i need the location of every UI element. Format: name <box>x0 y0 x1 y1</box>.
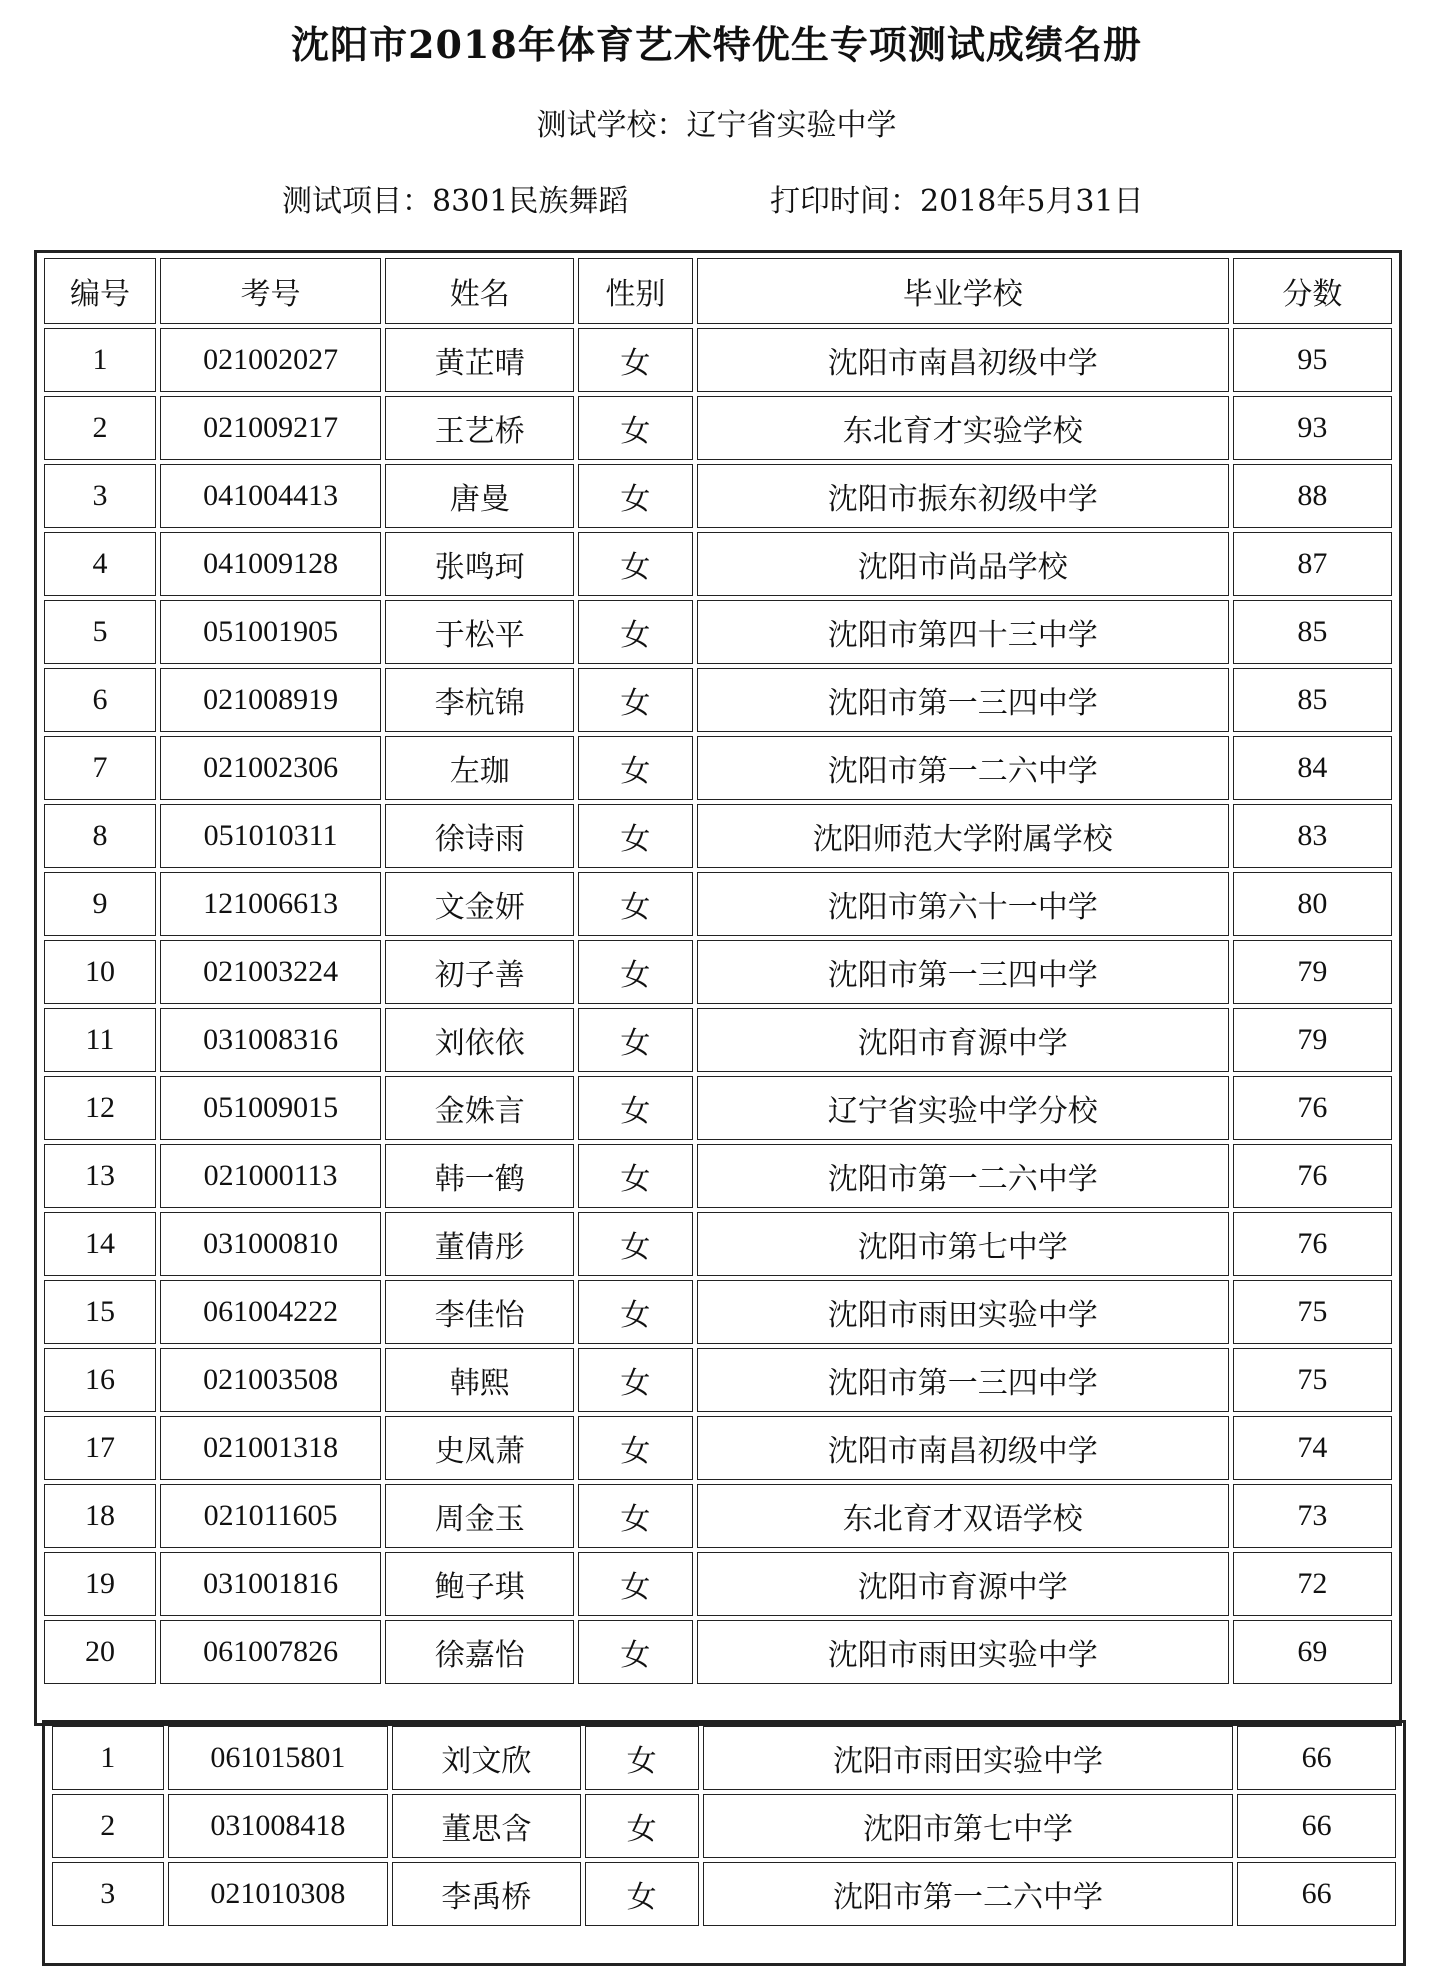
cell-col-exam-id: 031008316 <box>160 1008 381 1072</box>
table-row <box>44 736 1392 800</box>
cell-col-number: 6 <box>44 668 156 732</box>
cell-col-gender: 女 <box>578 600 692 664</box>
cell-col-school: 沈阳市第一三四中学 <box>697 668 1229 732</box>
cell-col-school: 东北育才双语学校 <box>697 1484 1229 1548</box>
cell-col-number: 14 <box>44 1212 156 1276</box>
cell-col-exam-id: 021003224 <box>160 940 381 1004</box>
cell-col-score: 73 <box>1233 1484 1392 1548</box>
cell-col-name: 刘文欣 <box>392 1726 580 1790</box>
cell-col-gender: 女 <box>578 1144 692 1208</box>
cell-col-number: 13 <box>44 1144 156 1208</box>
cell-col-score: 76 <box>1233 1212 1392 1276</box>
cell-col-name: 黄芷晴 <box>385 328 574 392</box>
cell-col-name: 唐曼 <box>385 464 574 528</box>
table-row <box>44 600 1392 664</box>
table-row <box>52 1862 1396 1926</box>
cell-col-gender: 女 <box>585 1794 699 1858</box>
cell-col-name: 董思含 <box>392 1794 580 1858</box>
cell-col-score: 84 <box>1233 736 1392 800</box>
table-row <box>52 1726 1396 1790</box>
cell-col-name: 左珈 <box>385 736 574 800</box>
cell-col-name: 初子善 <box>385 940 574 1004</box>
cell-col-gender: 女 <box>578 872 692 936</box>
table-row <box>44 396 1392 460</box>
cell-col-exam-id: 121006613 <box>160 872 381 936</box>
cell-col-name: 徐诗雨 <box>385 804 574 868</box>
header-col-score: 分数 <box>1233 258 1392 324</box>
cell-col-exam-id: 061007826 <box>160 1620 381 1684</box>
cell-col-number: 8 <box>44 804 156 868</box>
cell-col-score: 75 <box>1233 1280 1392 1344</box>
cell-col-exam-id: 051001905 <box>160 600 381 664</box>
cell-col-school: 沈阳市第四十三中学 <box>697 600 1229 664</box>
cell-col-number: 15 <box>44 1280 156 1344</box>
cell-col-school: 沈阳市第一三四中学 <box>697 940 1229 1004</box>
table-row <box>44 328 1392 392</box>
cell-col-score: 76 <box>1233 1076 1392 1140</box>
cell-col-exam-id: 021000113 <box>160 1144 381 1208</box>
header-col-name: 姓名 <box>385 258 574 324</box>
table-row <box>44 668 1392 732</box>
cell-col-score: 85 <box>1233 600 1392 664</box>
cell-col-number: 9 <box>44 872 156 936</box>
cell-col-gender: 女 <box>578 328 692 392</box>
cell-col-gender: 女 <box>578 396 692 460</box>
table-row <box>44 1416 1392 1480</box>
cell-col-name: 王艺桥 <box>385 396 574 460</box>
cell-col-score: 79 <box>1233 940 1392 1004</box>
cell-col-gender: 女 <box>578 1280 692 1344</box>
cell-col-name: 韩熙 <box>385 1348 574 1412</box>
cell-col-name: 周金玉 <box>385 1484 574 1548</box>
cell-col-gender: 女 <box>578 1416 692 1480</box>
cell-col-number: 1 <box>52 1726 164 1790</box>
cell-col-exam-id: 021009217 <box>160 396 381 460</box>
cell-col-name: 文金妍 <box>385 872 574 936</box>
cell-col-number: 16 <box>44 1348 156 1412</box>
table-row <box>44 804 1392 868</box>
cell-col-name: 金姝言 <box>385 1076 574 1140</box>
cell-col-gender: 女 <box>578 1552 692 1616</box>
cell-col-gender: 女 <box>578 1212 692 1276</box>
table-row <box>44 464 1392 528</box>
cell-col-score: 69 <box>1233 1620 1392 1684</box>
cell-col-score: 66 <box>1237 1794 1396 1858</box>
cell-col-score: 79 <box>1233 1008 1392 1072</box>
cell-col-name: 鲍子琪 <box>385 1552 574 1616</box>
cell-col-gender: 女 <box>578 736 692 800</box>
cell-col-school: 沈阳市第六十一中学 <box>697 872 1229 936</box>
cell-col-name: 李佳怡 <box>385 1280 574 1344</box>
cell-col-number: 10 <box>44 940 156 1004</box>
table-row <box>44 1348 1392 1412</box>
cell-col-score: 75 <box>1233 1348 1392 1412</box>
score-table <box>40 254 1396 1688</box>
cell-col-exam-id: 061015801 <box>168 1726 389 1790</box>
cell-col-school: 辽宁省实验中学分校 <box>697 1076 1229 1140</box>
cell-col-number: 5 <box>44 600 156 664</box>
cell-col-exam-id: 021002306 <box>160 736 381 800</box>
cell-col-school: 沈阳市第七中学 <box>703 1794 1234 1858</box>
cell-col-school: 沈阳市雨田实验中学 <box>697 1280 1229 1344</box>
cell-col-gender: 女 <box>578 1484 692 1548</box>
cell-col-number: 2 <box>44 396 156 460</box>
cell-col-exam-id: 021011605 <box>160 1484 381 1548</box>
page-title: 沈阳市2018年体育艺术特优生专项测试成绩名册 <box>291 22 1142 67</box>
cell-col-name: 李禹桥 <box>392 1862 580 1926</box>
cell-col-school: 沈阳市第一二六中学 <box>697 736 1229 800</box>
table-header-row <box>44 258 1392 324</box>
cell-col-score: 87 <box>1233 532 1392 596</box>
cell-col-school: 沈阳市南昌初级中学 <box>697 1416 1229 1480</box>
cell-col-score: 80 <box>1233 872 1392 936</box>
cell-col-score: 74 <box>1233 1416 1392 1480</box>
table-row <box>44 1144 1392 1208</box>
cell-col-school: 沈阳市振东初级中学 <box>697 464 1229 528</box>
test-item: 测试项目：8301民族舞蹈 <box>282 184 629 219</box>
cell-col-number: 3 <box>44 464 156 528</box>
cell-col-name: 于松平 <box>385 600 574 664</box>
cell-col-number: 1 <box>44 328 156 392</box>
table-row <box>52 1794 1396 1858</box>
table-row <box>44 1620 1392 1684</box>
cell-col-gender: 女 <box>578 804 692 868</box>
cell-col-school: 东北育才实验学校 <box>697 396 1229 460</box>
header-col-gender: 性别 <box>578 258 692 324</box>
cell-col-number: 4 <box>44 532 156 596</box>
cell-col-exam-id: 031001816 <box>160 1552 381 1616</box>
cell-col-score: 76 <box>1233 1144 1392 1208</box>
cell-col-gender: 女 <box>578 1076 692 1140</box>
cell-col-number: 11 <box>44 1008 156 1072</box>
table-row <box>44 1280 1392 1344</box>
cell-col-score: 66 <box>1237 1726 1396 1790</box>
table-row <box>44 532 1392 596</box>
print-time: 打印时间：2018年5月31日 <box>770 184 1144 219</box>
cell-col-school: 沈阳市第一二六中学 <box>697 1144 1229 1208</box>
cell-col-number: 19 <box>44 1552 156 1616</box>
cell-col-number: 20 <box>44 1620 156 1684</box>
cell-col-exam-id: 051009015 <box>160 1076 381 1140</box>
cell-col-gender: 女 <box>585 1726 699 1790</box>
cell-col-exam-id: 031000810 <box>160 1212 381 1276</box>
cell-col-gender: 女 <box>578 1348 692 1412</box>
cell-col-exam-id: 021003508 <box>160 1348 381 1412</box>
cell-col-school: 沈阳师范大学附属学校 <box>697 804 1229 868</box>
table-row <box>44 872 1392 936</box>
cell-col-name: 刘依依 <box>385 1008 574 1072</box>
cell-col-exam-id: 021001318 <box>160 1416 381 1480</box>
header-col-exam-id: 考号 <box>160 258 381 324</box>
cell-col-school: 沈阳市第一三四中学 <box>697 1348 1229 1412</box>
cell-col-exam-id: 051010311 <box>160 804 381 868</box>
cell-col-name: 董倩彤 <box>385 1212 574 1276</box>
cell-col-gender: 女 <box>578 1008 692 1072</box>
score-table-continued <box>48 1722 1400 1930</box>
cell-col-exam-id: 031008418 <box>168 1794 389 1858</box>
cell-col-name: 徐嘉怡 <box>385 1620 574 1684</box>
cell-col-score: 88 <box>1233 464 1392 528</box>
cell-col-exam-id: 021002027 <box>160 328 381 392</box>
cell-col-score: 93 <box>1233 396 1392 460</box>
cell-col-number: 18 <box>44 1484 156 1548</box>
cell-col-school: 沈阳市雨田实验中学 <box>703 1726 1234 1790</box>
cell-col-school: 沈阳市第七中学 <box>697 1212 1229 1276</box>
cell-col-score: 72 <box>1233 1552 1392 1616</box>
table-row <box>44 1552 1392 1616</box>
cell-col-school: 沈阳市育源中学 <box>697 1008 1229 1072</box>
table-row <box>44 1212 1392 1276</box>
cell-col-school: 沈阳市育源中学 <box>697 1552 1229 1616</box>
cell-col-name: 韩一鹤 <box>385 1144 574 1208</box>
cell-col-school: 沈阳市尚品学校 <box>697 532 1229 596</box>
cell-col-number: 3 <box>52 1862 164 1926</box>
cell-col-school: 沈阳市雨田实验中学 <box>697 1620 1229 1684</box>
cell-col-number: 2 <box>52 1794 164 1858</box>
cell-col-exam-id: 021010308 <box>168 1862 389 1926</box>
cell-col-school: 沈阳市南昌初级中学 <box>697 328 1229 392</box>
cell-col-number: 12 <box>44 1076 156 1140</box>
cell-col-gender: 女 <box>578 940 692 1004</box>
cell-col-name: 李杭锦 <box>385 668 574 732</box>
cell-col-gender: 女 <box>578 1620 692 1684</box>
cell-col-score: 66 <box>1237 1862 1396 1926</box>
cell-col-exam-id: 061004222 <box>160 1280 381 1344</box>
cell-col-score: 83 <box>1233 804 1392 868</box>
cell-col-exam-id: 041004413 <box>160 464 381 528</box>
header-col-number: 编号 <box>44 258 156 324</box>
cell-col-gender: 女 <box>578 668 692 732</box>
cell-col-name: 史凤萧 <box>385 1416 574 1480</box>
cell-col-score: 95 <box>1233 328 1392 392</box>
cell-col-name: 张鸣珂 <box>385 532 574 596</box>
table-row <box>44 940 1392 1004</box>
cell-col-number: 17 <box>44 1416 156 1480</box>
cell-col-number: 7 <box>44 736 156 800</box>
cell-col-gender: 女 <box>578 464 692 528</box>
test-school: 测试学校：辽宁省实验中学 <box>536 108 897 143</box>
cell-col-exam-id: 021008919 <box>160 668 381 732</box>
cell-col-gender: 女 <box>585 1862 699 1926</box>
table-row <box>44 1008 1392 1072</box>
table-row <box>44 1076 1392 1140</box>
cell-col-school: 沈阳市第一二六中学 <box>703 1862 1234 1926</box>
cell-col-gender: 女 <box>578 532 692 596</box>
cell-col-exam-id: 041009128 <box>160 532 381 596</box>
table-row <box>44 1484 1392 1548</box>
cell-col-score: 85 <box>1233 668 1392 732</box>
header-col-school: 毕业学校 <box>697 258 1229 324</box>
